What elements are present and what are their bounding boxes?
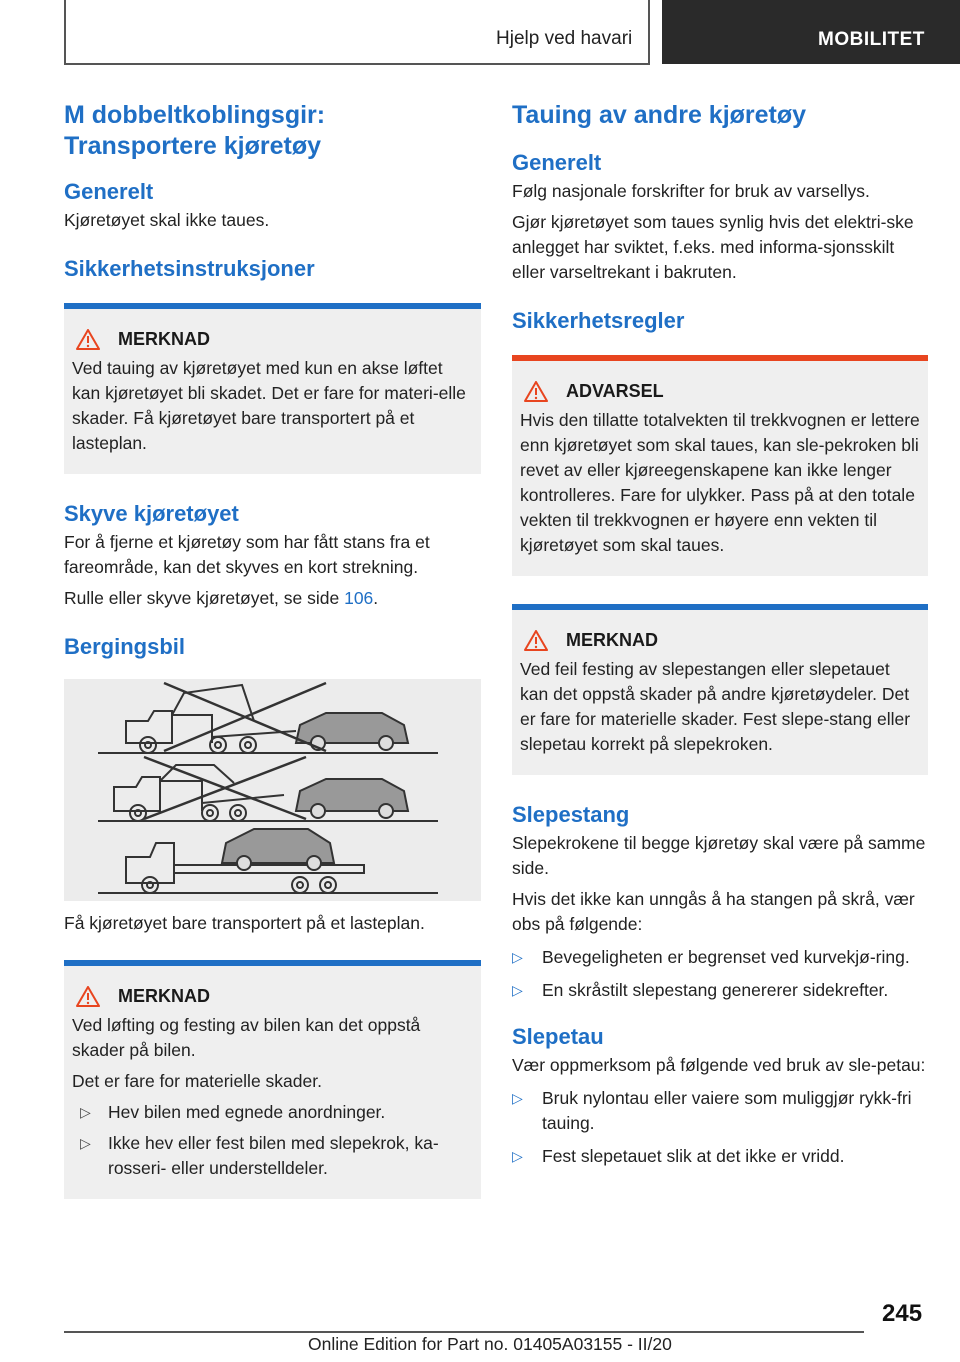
note-box-2-list [72, 1100, 473, 1181]
list-item [512, 978, 928, 1003]
triangle-bullet-icon: ▷ [512, 949, 523, 965]
push-heading: Skyve kjøretøyet [64, 501, 239, 526]
warning-triangle-icon [524, 381, 548, 402]
triangle-bullet-icon: ▷ [512, 982, 523, 998]
note-box-3-label: MERKNAD [566, 630, 658, 650]
list-item [512, 1144, 928, 1169]
push-text: For å fjerne et kjøretøy som har fått stans fra et fareområde, kan det skyves en kort strekning. [64, 532, 430, 577]
header-divider [648, 0, 650, 64]
tow-bar-text-2: Hvis det ikke kan unngås å ha stangen på skrå, vær obs på følgende: [512, 889, 915, 934]
list-item [512, 1086, 928, 1136]
left-page-title: M dobbeltkoblingsgir: Transportere kjøretøy [64, 101, 326, 160]
right-general-text-1: Følg nasjonale forskrifter for bruk av varsellys. [512, 181, 870, 201]
list-item-text: En skråstilt slepestang genererer sidekrefter. [542, 980, 889, 1000]
left-column [64, 100, 481, 1199]
push-reference-text: Rulle eller skyve kjøretøyet, se side [64, 588, 345, 608]
right-general-heading: Generelt [512, 150, 602, 175]
note-box-3-title [524, 630, 920, 651]
warning-triangle-icon [76, 986, 100, 1007]
page-106-link[interactable]: 106 [344, 588, 374, 608]
tow-bar-heading: Slepestang [512, 802, 630, 827]
right-page-title: Tauing av andre kjøretøy [512, 101, 807, 129]
right-safety-heading: Sikkerhetsregler [512, 308, 685, 333]
list-item-text: Bruk nylontau eller vaiere som muliggjør rykk-fri tauing. [542, 1088, 912, 1133]
note-box-1-title [76, 329, 473, 350]
warning-box-label: ADVARSEL [566, 381, 664, 401]
list-item [72, 1131, 473, 1181]
right-column [512, 100, 928, 1169]
footer-edition: Online Edition for Part no. 01405A03155 - II/20 [308, 1334, 672, 1354]
note-box-2-title [76, 986, 473, 1007]
note-box-1 [64, 303, 481, 474]
tow-truck-diagram [64, 679, 481, 901]
note-box-2 [64, 960, 481, 1199]
push-reference [64, 586, 481, 611]
triangle-bullet-icon: ▷ [512, 1090, 523, 1106]
header-section-title: Hjelp ved havari [496, 28, 633, 49]
warning-triangle-icon [76, 329, 100, 350]
list-item [72, 1100, 473, 1125]
tow-rope-heading: Slepetau [512, 1024, 604, 1049]
list-item [512, 945, 928, 970]
header-chapter-tab[interactable] [662, 0, 960, 64]
warning-triangle-icon [524, 630, 548, 651]
push-reference-end: . [373, 588, 379, 608]
header-bottom-rule [64, 63, 650, 65]
page-number: 245 [882, 1300, 923, 1327]
triangle-bullet-icon: ▷ [512, 1148, 523, 1164]
tow-truck-heading: Bergingsbil [64, 634, 186, 659]
list-item-text: Fest slepetauet slik at det ikke er vridd. [542, 1146, 845, 1166]
left-safety-heading: Sikkerhetsinstruksjoner [64, 256, 315, 281]
list-item-text: Ikke hev eller fest bilen med slepekrok, ka-rosseri- eller understelldeler. [108, 1133, 439, 1178]
note-box-3-text: Ved feil festing av slepestangen eller slepetauet kan det oppstå skader på andre kjøretøydeler. Det er fare for materielle skader. Fest slepe-stang eller slepetau korrekt på slepekroken. [520, 659, 911, 754]
tow-rope-list [512, 1086, 928, 1169]
tow-bar-list [512, 945, 928, 1003]
triangle-bullet-icon: ▷ [80, 1104, 91, 1120]
note-box-3 [512, 604, 928, 775]
right-general-text-2: Gjør kjøretøyet som taues synlig hvis det elektri-ske anlegget har sviktet, f.eks. med informa-sjonsskilt eller varseltrekant i bakruten. [512, 212, 914, 282]
tow-truck-illustration [64, 679, 481, 901]
triangle-bullet-icon: ▷ [80, 1135, 91, 1151]
list-item-text: Bevegeligheten er begrenset ved kurvekjø-ring. [542, 947, 910, 967]
warning-box [512, 355, 928, 576]
warning-box-text: Hvis den tillatte totalvekten til trekkvognen er lettere enn kjøretøyet som skal taues, kan sle-pekroken bli revet av eller kjøreegenskapene kan ikke lenger kontrolleres. Fare for ulykker. Pass på at den totale vekten til trekkvognen er høyere enn vekten til kjøretøyet som skal taues. [520, 410, 920, 555]
list-item-text: Hev bilen med egnede anordninger. [108, 1102, 386, 1122]
left-general-heading: Generelt [64, 179, 154, 204]
note-box-2-text-2: Det er fare for materielle skader. [72, 1071, 322, 1091]
note-box-1-label: MERKNAD [118, 329, 210, 349]
header-left-rule [64, 0, 66, 64]
note-box-2-label: MERKNAD [118, 986, 210, 1006]
note-box-2-text-1: Ved løfting og festing av bilen kan det oppstå skader på bilen. [72, 1015, 421, 1060]
tow-rope-text: Vær oppmerksom på følgende ved bruk av sle-petau: [512, 1055, 926, 1075]
footer-rule [64, 1331, 864, 1333]
tow-bar-text-1: Slepekrokene til begge kjøretøy skal være på samme side. [512, 833, 926, 878]
warning-box-title [524, 381, 920, 402]
header-chapter-label: MOBILITET [818, 29, 925, 50]
figure-caption: Få kjøretøyet bare transportert på et lasteplan. [64, 913, 425, 933]
left-general-text: Kjøretøyet skal ikke taues. [64, 210, 270, 230]
note-box-1-text: Ved tauing av kjøretøyet med kun en akse løftet kan kjøretøyet bli skadet. Det er fare for materi-elle skader. Få kjøretøyet bare transportert på et lasteplan. [72, 358, 466, 453]
